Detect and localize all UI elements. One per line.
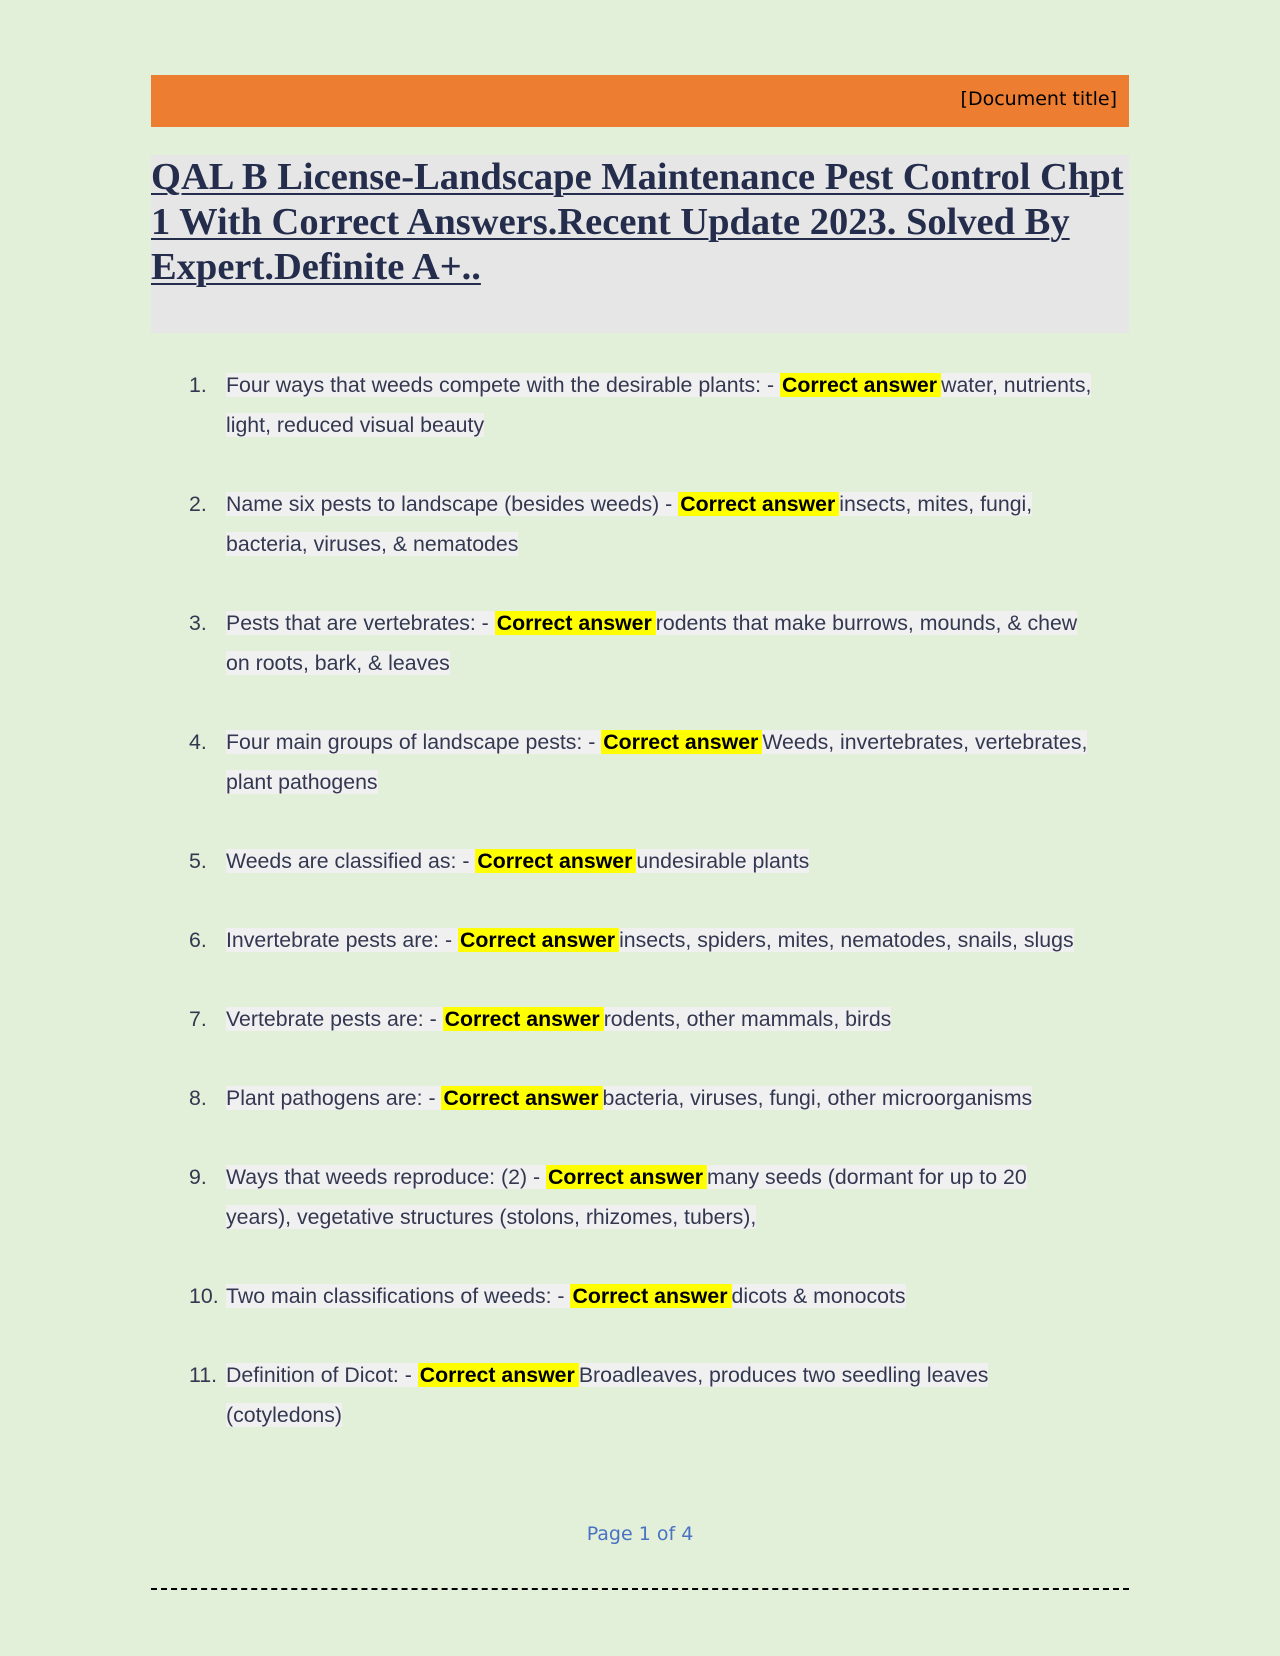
list-item (151, 603, 1129, 683)
correct-answer-label: Correct answer (780, 373, 941, 397)
list-item-number: 8. (189, 1086, 207, 1110)
list-item (151, 841, 1129, 881)
question-text: Weeds are classified as: - (226, 849, 476, 873)
question-text: Four main groups of landscape pests: - (226, 730, 602, 754)
correct-answer-label: Correct answer (475, 849, 636, 873)
document-page (151, 75, 1129, 1427)
list-item-text (226, 1157, 1096, 1237)
list-item-text (226, 1078, 1096, 1118)
answer-text: many seeds (dormant for up to 20 years), vegetative structures (stolons, rhizomes, tubers), (226, 1165, 1027, 1229)
list-item-number: 6. (189, 928, 207, 952)
page-number (0, 1523, 1280, 1545)
title-block (151, 155, 1129, 333)
question-text: Name six pests to landscape (besides weeds) - (226, 492, 679, 516)
list-item-number: 5. (189, 849, 207, 873)
list-item-number: 2. (189, 492, 207, 516)
question-text: Vertebrate pests are: - (226, 1007, 443, 1031)
correct-answer-label: Correct answer (570, 1284, 731, 1308)
list-item (151, 1157, 1129, 1237)
list-item (151, 920, 1129, 960)
question-text: Two main classifications of weeds: - (226, 1284, 571, 1308)
list-item-number: 11. (189, 1363, 218, 1387)
page-number-label: Page 1 of 4 (586, 1523, 694, 1545)
list-item-number: 1. (189, 373, 207, 397)
list-item-number: 4. (189, 730, 207, 754)
correct-answer-label: Correct answer (546, 1165, 707, 1189)
list-item (151, 1355, 1129, 1435)
answer-text: Weeds, invertebrates, vertebrates, plant pathogens (226, 730, 1088, 794)
document-heading: QAL B License-Landscape Maintenance Pest Control Chpt 1 With Correct Answers.Recent Update 2023. Solved By Expert.Definite A+.. (151, 156, 1124, 288)
list-item (151, 1276, 1129, 1316)
question-text: Ways that weeds reproduce: (2) - (226, 1165, 546, 1189)
correct-answer-label: Correct answer (458, 928, 619, 952)
list-item-text (226, 603, 1096, 683)
correct-answer-label: Correct answer (441, 1086, 602, 1110)
list-item (151, 722, 1129, 802)
list-item-text (226, 841, 1096, 881)
question-answer-list (151, 365, 1129, 1474)
answer-text: insects, mites, fungi, bacteria, viruses, & nematodes (226, 492, 1033, 556)
answer-text: dicots & monocots (731, 1284, 906, 1308)
correct-answer-label: Correct answer (678, 492, 839, 516)
list-item-number: 3. (189, 611, 207, 635)
list-item (151, 365, 1129, 445)
list-item (151, 484, 1129, 564)
question-text: Four ways that weeds compete with the desirable plants: - (226, 373, 780, 397)
correct-answer-label: Correct answer (495, 611, 656, 635)
correct-answer-label: Correct answer (443, 1007, 604, 1031)
list-item-text (226, 1276, 1096, 1316)
list-item-number: 10. (189, 1284, 219, 1308)
question-text: Definition of Dicot: - (226, 1363, 418, 1387)
list-item-number: 9. (189, 1165, 207, 1189)
list-item-text (226, 484, 1096, 564)
list-item-text (226, 722, 1096, 802)
correct-answer-label: Correct answer (601, 730, 762, 754)
answer-text: water, nutrients, light, reduced visual beauty (226, 373, 1092, 437)
header-bar (151, 75, 1129, 127)
question-text: Pests that are vertebrates: - (226, 611, 495, 635)
list-item-number: 7. (189, 1007, 207, 1031)
list-item-text (226, 1355, 1096, 1435)
question-text: Plant pathogens are: - (226, 1086, 442, 1110)
answer-text: insects, spiders, mites, nematodes, snails, slugs (619, 928, 1074, 952)
correct-answer-label: Correct answer (418, 1363, 579, 1387)
document-title-placeholder: [Document title] (960, 88, 1117, 110)
answer-text: undesirable plants (636, 849, 810, 873)
list-item-text (226, 920, 1096, 960)
page-break-divider (151, 1588, 1129, 1590)
question-text: Invertebrate pests are: - (226, 928, 459, 952)
answer-text: rodents that make burrows, mounds, & chew on roots, bark, & leaves (226, 611, 1078, 675)
list-item (151, 1078, 1129, 1118)
list-item (151, 999, 1129, 1039)
list-item-text (226, 365, 1096, 445)
answer-text: rodents, other mammals, birds (603, 1007, 892, 1031)
answer-text: bacteria, viruses, fungi, other microorganisms (602, 1086, 1033, 1110)
list-item-text (226, 999, 1096, 1039)
answer-text: Broadleaves, produces two seedling leaves (cotyledons) (226, 1363, 989, 1427)
